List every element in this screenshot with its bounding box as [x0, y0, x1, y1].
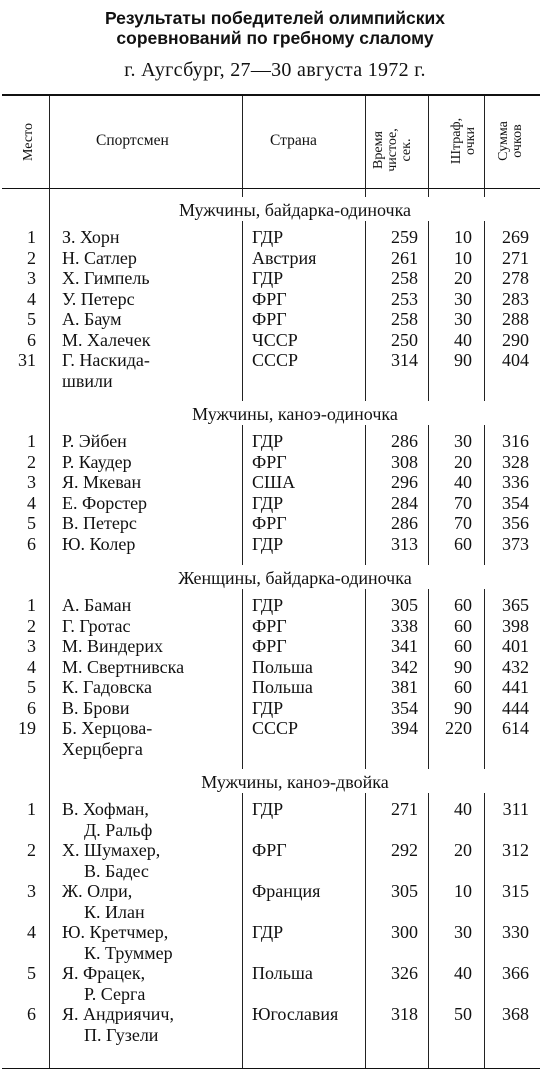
penalty-cell: 10 — [454, 227, 472, 247]
total-cell: 283 — [502, 288, 529, 309]
penalty-cell: 60 — [454, 615, 472, 636]
header-time-line-1: Время — [371, 131, 386, 169]
time-cell: 338 — [391, 615, 418, 636]
place-cell: 6 — [27, 533, 36, 554]
athlete-cell: Р. Эйбен — [62, 431, 127, 451]
country-cell: ФРГ — [252, 636, 287, 656]
penalty-cell: 60 — [454, 595, 472, 615]
penalty-cell: 60 — [454, 636, 472, 656]
country-cell: ФРГ — [252, 615, 287, 636]
athlete-cell: Г. Гротас — [62, 615, 131, 636]
penalty-cell: 40 — [454, 329, 472, 350]
time-cell: 341 — [391, 636, 418, 656]
athlete-cell: Ю. Колер — [62, 533, 136, 554]
time-cell: 258 — [391, 309, 418, 329]
athlete-cell: Г. Наскида- — [62, 350, 150, 370]
country-cell: ФРГ — [252, 840, 287, 860]
total-cell: 354 — [502, 492, 529, 513]
total-cell: 336 — [502, 472, 529, 492]
penalty-cell: 40 — [454, 472, 472, 492]
table-top-rule — [2, 94, 540, 96]
penalty-cell: 60 — [454, 533, 472, 554]
athlete-cell: Е. Форстер — [62, 492, 148, 513]
total-cell: 373 — [502, 533, 529, 554]
place-cell: 6 — [27, 329, 36, 350]
country-cell: Польша — [252, 677, 313, 697]
total-cell: 271 — [502, 247, 529, 268]
total-cell: 432 — [502, 656, 529, 677]
total-cell: 311 — [502, 799, 529, 819]
place-cell: 4 — [27, 492, 36, 513]
athlete-cell: К. Труммер — [84, 942, 173, 963]
athlete-cell: М. Свертнивска — [62, 656, 185, 677]
country-cell: ГДР — [252, 799, 284, 819]
time-cell: 354 — [391, 697, 418, 718]
time-cell: 286 — [391, 431, 418, 451]
penalty-cell: 30 — [454, 431, 472, 451]
section-title: Мужчины, каноэ-одиночка — [192, 404, 398, 424]
penalty-cell: 40 — [454, 963, 472, 983]
country-cell: ГДР — [252, 697, 284, 718]
athlete-cell: Я. Фрацек, — [62, 963, 146, 983]
athlete-cell: швили — [62, 370, 113, 391]
athlete-cell: Я. Мкеван — [62, 472, 142, 492]
penalty-cell: 20 — [454, 268, 472, 288]
country-cell: ФРГ — [252, 288, 287, 309]
time-cell: 271 — [391, 799, 418, 819]
place-cell: 1 — [27, 227, 36, 247]
place-cell: 1 — [27, 595, 36, 615]
time-cell: 300 — [391, 922, 418, 942]
penalty-cell: 40 — [454, 799, 472, 819]
country-cell: СССР — [252, 350, 299, 370]
title-line-2: соревнований по гребному слалому — [116, 28, 434, 48]
place-cell: 19 — [18, 718, 36, 738]
place-cell: 6 — [27, 697, 36, 718]
country-cell: Австрия — [252, 247, 317, 268]
athlete-cell: Х. Шумахер, — [62, 840, 161, 860]
header-penalty — [450, 99, 480, 183]
section-title: Мужчины, байдарка-одиночка — [178, 200, 412, 220]
total-cell: 278 — [502, 268, 529, 288]
total-cell: 328 — [502, 451, 529, 472]
place-cell: 4 — [27, 922, 36, 942]
header-time-line-3: сек. — [399, 138, 414, 162]
penalty-cell: 20 — [454, 451, 472, 472]
athlete-cell: А. Баман — [62, 595, 132, 615]
place-cell: 3 — [27, 881, 36, 901]
total-cell: 444 — [502, 697, 529, 718]
country-cell: Югославия — [252, 1004, 339, 1024]
athlete-cell: Б. Херцова- — [62, 718, 153, 738]
country-cell: Франция — [252, 881, 321, 901]
page-subtitle: г. Аугсбург, 27—30 августа 1972 г. — [124, 59, 426, 81]
country-cell: СССР — [252, 718, 299, 738]
athlete-cell: Н. Сатлер — [62, 247, 137, 268]
time-cell: 313 — [391, 533, 418, 554]
time-cell: 314 — [391, 350, 418, 370]
athlete-cell: Херцберга — [62, 738, 143, 759]
athlete-cell: В. Бадес — [84, 860, 149, 881]
penalty-cell: 90 — [454, 697, 472, 718]
time-cell: 258 — [391, 268, 418, 288]
total-cell: 441 — [502, 677, 529, 697]
place-cell: 5 — [27, 963, 36, 983]
country-cell: ГДР — [252, 268, 284, 288]
header-place: Место — [21, 123, 36, 161]
time-cell: 259 — [391, 227, 418, 247]
place-cell: 1 — [27, 431, 36, 451]
header-penalty-line-2: очки — [463, 127, 478, 155]
time-cell: 305 — [391, 881, 418, 901]
place-cell: 2 — [27, 451, 36, 472]
country-cell: ГДР — [252, 922, 284, 942]
header-country: Страна — [270, 132, 317, 149]
penalty-cell: 220 — [445, 718, 472, 738]
place-cell: 6 — [27, 1004, 36, 1024]
penalty-cell: 70 — [454, 492, 472, 513]
total-cell: 316 — [502, 431, 529, 451]
penalty-cell: 70 — [454, 513, 472, 533]
place-cell: 2 — [27, 615, 36, 636]
penalty-cell: 30 — [454, 922, 472, 942]
header-bottom-rule — [2, 188, 540, 189]
total-cell: 614 — [502, 718, 529, 738]
total-cell: 356 — [502, 513, 529, 533]
total-cell: 401 — [502, 636, 529, 656]
place-cell: 3 — [27, 268, 36, 288]
header-time-line-2: чистое, — [385, 128, 400, 172]
time-cell: 326 — [391, 963, 418, 983]
time-cell: 296 — [391, 472, 418, 492]
total-cell: 312 — [502, 840, 529, 860]
page-title — [0, 8, 550, 48]
penalty-cell: 90 — [454, 656, 472, 677]
athlete-cell: Р. Серга — [84, 983, 146, 1004]
country-cell: ГДР — [252, 431, 284, 451]
place-cell: 3 — [27, 636, 36, 656]
country-cell: ФРГ — [252, 513, 287, 533]
title-line-1: Результаты победителей олимпийских — [104, 8, 446, 28]
athlete-cell: М. Виндерих — [62, 636, 164, 656]
time-cell: 292 — [391, 840, 418, 860]
athlete-cell: Д. Ральф — [84, 819, 153, 840]
country-cell: Польша — [252, 963, 313, 983]
athlete-cell: К. Гадовска — [62, 677, 152, 697]
place-cell: 31 — [18, 350, 36, 370]
total-cell: 288 — [502, 309, 529, 329]
country-cell: Польша — [252, 656, 313, 677]
header-total-line-2: очков — [510, 124, 525, 158]
athlete-cell: Х. Гимпель — [62, 268, 150, 288]
athlete-cell: В. Брови — [62, 697, 130, 718]
total-cell: 315 — [502, 881, 529, 901]
section-title: Мужчины, каноэ-двойка — [201, 772, 389, 792]
place-cell: 1 — [27, 799, 36, 819]
place-cell: 4 — [27, 656, 36, 677]
time-cell: 253 — [391, 288, 418, 309]
header-total — [497, 99, 527, 183]
total-cell: 330 — [502, 922, 529, 942]
athlete-cell: К. Илан — [84, 901, 145, 922]
time-cell: 286 — [391, 513, 418, 533]
country-cell: ГДР — [252, 533, 284, 554]
time-cell: 342 — [391, 656, 418, 677]
penalty-cell: 90 — [454, 350, 472, 370]
athlete-cell: А. Баум — [62, 309, 122, 329]
time-cell: 381 — [391, 677, 418, 697]
penalty-cell: 10 — [454, 881, 472, 901]
athlete-cell: П. Гузели — [84, 1024, 159, 1045]
penalty-cell: 50 — [454, 1004, 472, 1024]
header-time — [372, 108, 416, 192]
country-cell: ЧССР — [252, 329, 298, 350]
country-cell: ГДР — [252, 595, 284, 615]
header-athlete: Спортсмен — [96, 132, 169, 149]
time-cell: 261 — [391, 247, 418, 268]
total-cell: 404 — [502, 350, 529, 370]
athlete-cell: У. Петерс — [62, 288, 135, 309]
time-cell: 318 — [391, 1004, 418, 1024]
time-cell: 250 — [391, 329, 418, 350]
place-cell: 5 — [27, 677, 36, 697]
athlete-cell: В. Хофман, — [62, 799, 149, 819]
total-cell: 398 — [502, 615, 529, 636]
time-cell: 284 — [391, 492, 418, 513]
penalty-cell: 10 — [454, 247, 472, 268]
total-cell: 368 — [502, 1004, 529, 1024]
place-cell: 5 — [27, 513, 36, 533]
country-cell: ФРГ — [252, 309, 287, 329]
time-cell: 308 — [391, 451, 418, 472]
country-cell: США — [252, 472, 296, 492]
place-cell: 4 — [27, 288, 36, 309]
total-cell: 366 — [502, 963, 529, 983]
place-cell: 2 — [27, 840, 36, 860]
header-penalty-line-1: Штраф, — [449, 117, 464, 165]
table-bottom-rule — [2, 1068, 540, 1069]
athlete-cell: В. Петерс — [62, 513, 137, 533]
country-cell: ГДР — [252, 227, 284, 247]
athlete-cell: Р. Каудер — [62, 451, 132, 472]
header-total-line-1: Сумма — [496, 121, 511, 161]
country-cell: ФРГ — [252, 451, 287, 472]
place-cell: 5 — [27, 309, 36, 329]
athlete-cell: Я. Андриячич, — [62, 1004, 174, 1024]
athlete-cell: М. Халечек — [62, 329, 151, 350]
total-cell: 290 — [502, 329, 529, 350]
section-title: Женщины, байдарка-одиночка — [178, 568, 412, 588]
athlete-cell: Ж. Олри, — [62, 881, 133, 901]
total-cell: 365 — [502, 595, 529, 615]
penalty-cell: 20 — [454, 840, 472, 860]
penalty-cell: 30 — [454, 288, 472, 309]
place-cell: 2 — [27, 247, 36, 268]
time-cell: 305 — [391, 595, 418, 615]
time-cell: 394 — [391, 718, 418, 738]
athlete-cell: Ю. Кретчмер, — [62, 922, 169, 942]
athlete-cell: З. Хорн — [62, 227, 120, 247]
penalty-cell: 60 — [454, 677, 472, 697]
penalty-cell: 30 — [454, 309, 472, 329]
place-cell: 3 — [27, 472, 36, 492]
total-cell: 269 — [502, 227, 529, 247]
country-cell: ГДР — [252, 492, 284, 513]
